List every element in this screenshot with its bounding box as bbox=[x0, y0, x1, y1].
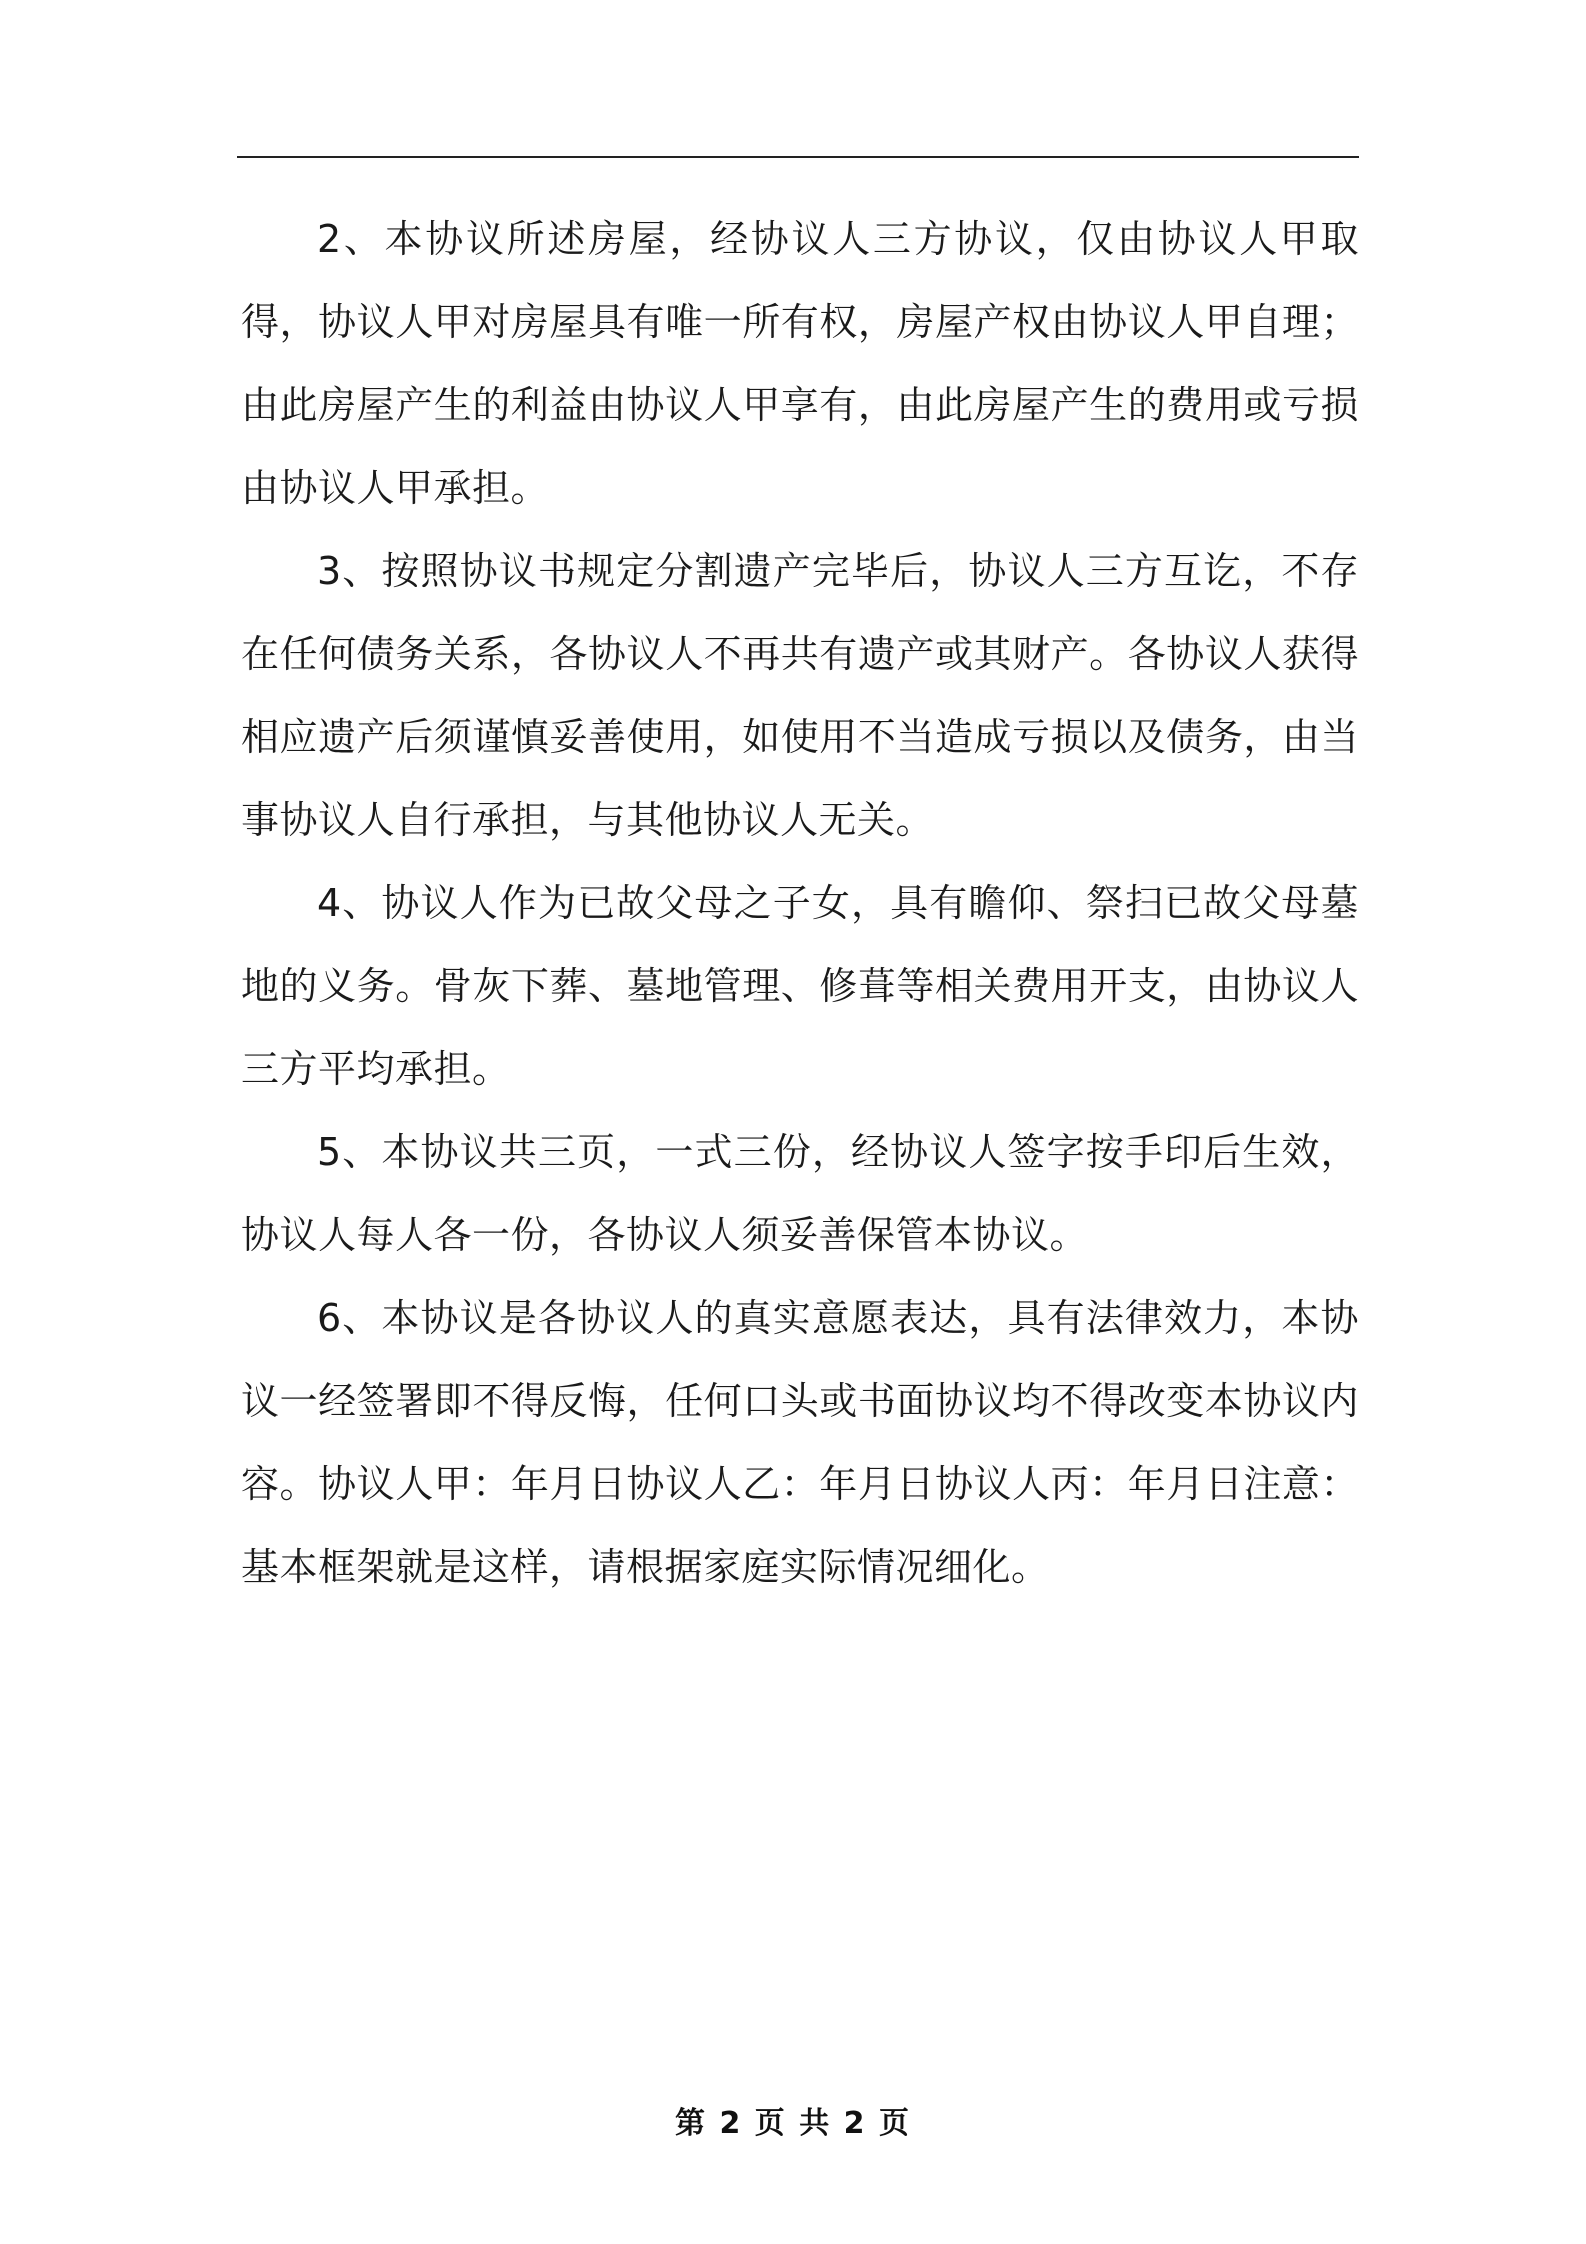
page-footer: 第 2 页 共 2 页 bbox=[675, 2106, 911, 2141]
paragraph-clause-6: 6、本协议是各协议人的真实意愿表达，具有法律效力，本协议一经签署即不得反悔，任何口头或书面协议均不得改变本协议内容。协议人甲：年月日协议人乙：年月日协议人丙：年月日注意：基本框架就是这样，请根据家庭实际情况细化。 bbox=[241, 1296, 1359, 1589]
paragraph-clause-2: 2、本协议所述房屋，经协议人三方协议，仅由协议人甲取得，协议人甲对房屋具有唯一所有权，房屋产权由协议人甲自理；由此房屋产生的利益由协议人甲享有，由此房屋产生的费用或亏损由协议人甲承担。 bbox=[241, 217, 1359, 510]
paragraph-clause-5: 5、本协议共三页，一式三份，经协议人签字按手印后生效，协议人每人各一份，各协议人须妥善保管本协议。 bbox=[241, 1130, 1359, 1257]
header-rule bbox=[237, 156, 1359, 158]
paragraph-clause-4: 4、协议人作为已故父母之子女，具有瞻仰、祭扫已故父母墓地的义务。骨灰下葬、墓地管理、修葺等相关费用开支，由协议人三方平均承担。 bbox=[241, 881, 1359, 1091]
paragraph-clause-3: 3、按照协议书规定分割遗产完毕后，协议人三方互讫，不存在任何债务关系，各协议人不再共有遗产或其财产。各协议人获得相应遗产后须谨慎妥善使用，如使用不当造成亏损以及债务，由当事协议人自行承担，与其他协议人无关。 bbox=[241, 549, 1359, 842]
document-body bbox=[241, 198, 1359, 1609]
